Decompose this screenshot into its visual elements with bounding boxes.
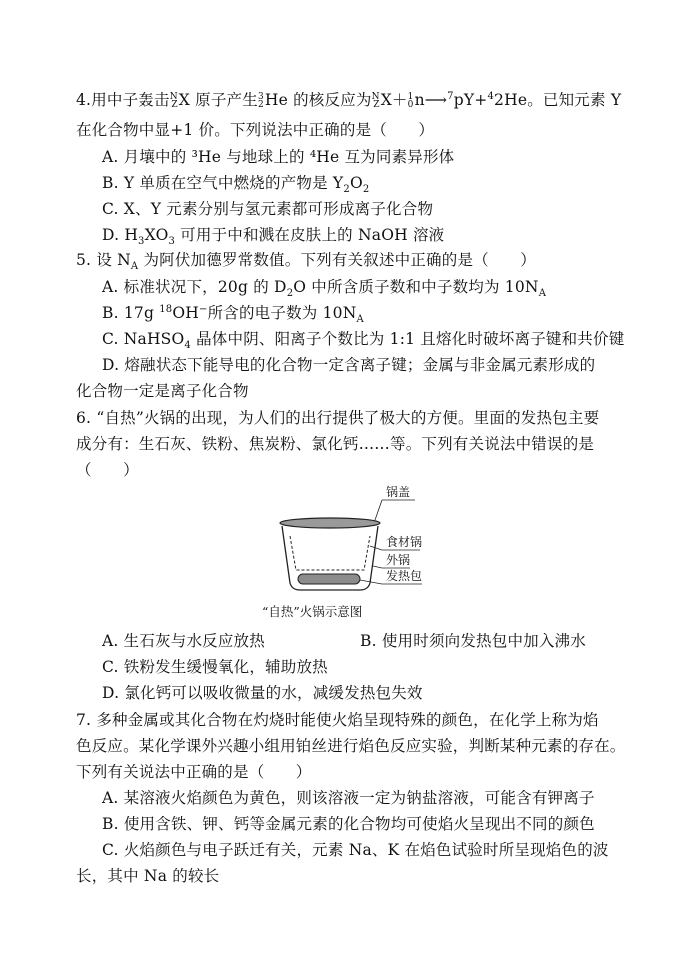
q5-option-d: D. 熔融状态下能导电的化合物一定含离子键；金属与非金属元素形成的 xyxy=(102,356,596,374)
lid-shape xyxy=(280,518,380,528)
label-heat-pack: 发热包 xyxy=(386,569,423,583)
q7-stem-line3: 下列有关说法中正确的是（ ） xyxy=(76,763,312,781)
q6-stem-line1: 6. “自热”火锅的出现，为人们的出行提供了极大的方便。里面的发热包主要 xyxy=(76,409,600,427)
hot-pot-drawing xyxy=(270,488,440,613)
q4-option-a: A. 月壤中的 ³He 与地球上的 ⁴He 互为同素异形体 xyxy=(102,148,455,166)
hot-pot-diagram xyxy=(270,485,440,613)
food-pot-shape xyxy=(290,536,370,570)
label-outer-pot: 外锅 xyxy=(386,553,411,567)
q4-stem-line1: 4.用中子轰击 N Z X 原子产生 3 2 He 的核反应为 N Z X＋ 1 0 n⟶$^7$pY+$^4$2He。已知元素 Y xyxy=(76,90,622,110)
x2-nuclide-notation: N Z xyxy=(371,92,380,110)
q7-option-c: C. 火焰颜色与电子跃迁有关，元素 Na、K 在焰色试验时所呈现焰色的波 xyxy=(102,841,609,859)
q6-stem-line3: （ ） xyxy=(76,461,139,479)
q4-option-b: B. Y 单质在空气中燃烧的产物是 $Y_2O_2$ xyxy=(102,174,370,196)
q6-option-c: C. 铁粉发生缓慢氧化，辅助放热 xyxy=(102,658,328,676)
q7-option-b: B. 使用含铁、钾、钙等金属元素的化合物均可使焰火呈现出不同的颜色 xyxy=(102,815,595,833)
q4-option-d: D. $H_3XO_3$ 可用于中和溅在皮肤上的 NaOH 溶液 xyxy=(102,226,445,248)
label-food-pot: 食材锅 xyxy=(386,535,423,549)
neutron-notation: 1 0 xyxy=(407,92,414,110)
q6-option-a: A. 生石灰与水反应放热 xyxy=(102,632,265,650)
q7-stem-line1: 7. 多种金属或其化合物在灼烧时能使火焰呈现特殊的颜色，在化学上称为焰 xyxy=(76,711,599,729)
label-lid: 锅盖 xyxy=(386,485,411,499)
q7-option-a: A. 某溶液火焰颜色为黄色，则该溶液一定为钠盐溶液，可能含有钾离子 xyxy=(102,789,595,807)
he3-nuclide-notation: 3 2 xyxy=(257,92,264,110)
q5-option-d-continued: 化合物一定是离子化合物 xyxy=(76,382,249,400)
q7-option-c-continued: 长，其中 Na 的较长 xyxy=(76,867,220,885)
x-nuclide-notation: N Z xyxy=(169,92,178,110)
q6-stem-line2: 成分有：生石灰、铁粉、焦炭粉、氯化钙……等。下列有关说法中错误的是 xyxy=(76,435,595,453)
q7-stem-line2: 色反应。某化学课外兴趣小组用铂丝进行焰色反应实验，判断某种元素的存在。 xyxy=(76,737,626,755)
figure-caption: “自热”火锅示意图 xyxy=(262,604,363,619)
q5-option-a: A. 标准状况下，20g 的 $D_2O$ 中所含质子数和中子数均为 $10N_A$ xyxy=(102,278,547,300)
q4-option-c: C. X、Y 元素分别与氢元素都可形成离子化合物 xyxy=(102,200,434,218)
q4-stem-line2: 在化合物中显+1 价。下列说法中正确的是（ ） xyxy=(76,121,435,139)
q6-option-b: B. 使用时须向发热包中加入沸水 xyxy=(360,632,586,650)
q6-option-d: D. 氯化钙可以吸收微量的水，减缓发热包失效 xyxy=(102,684,423,702)
q5-option-b: B. 17g $^{18}$OH−所含的电子数为 $10N_A$ xyxy=(102,303,364,326)
q5-option-c: C. NaHSO$_4$ 晶体中阴、阳离子个数比为 1:1 且熔化时破坏离子键和共价键 xyxy=(102,330,625,352)
q5-stem: 5. 设 $N_A$ 为阿伏加德罗常数值。下列有关叙述中正确的是（ ） xyxy=(76,251,536,273)
heat-pack-shape xyxy=(298,574,360,584)
